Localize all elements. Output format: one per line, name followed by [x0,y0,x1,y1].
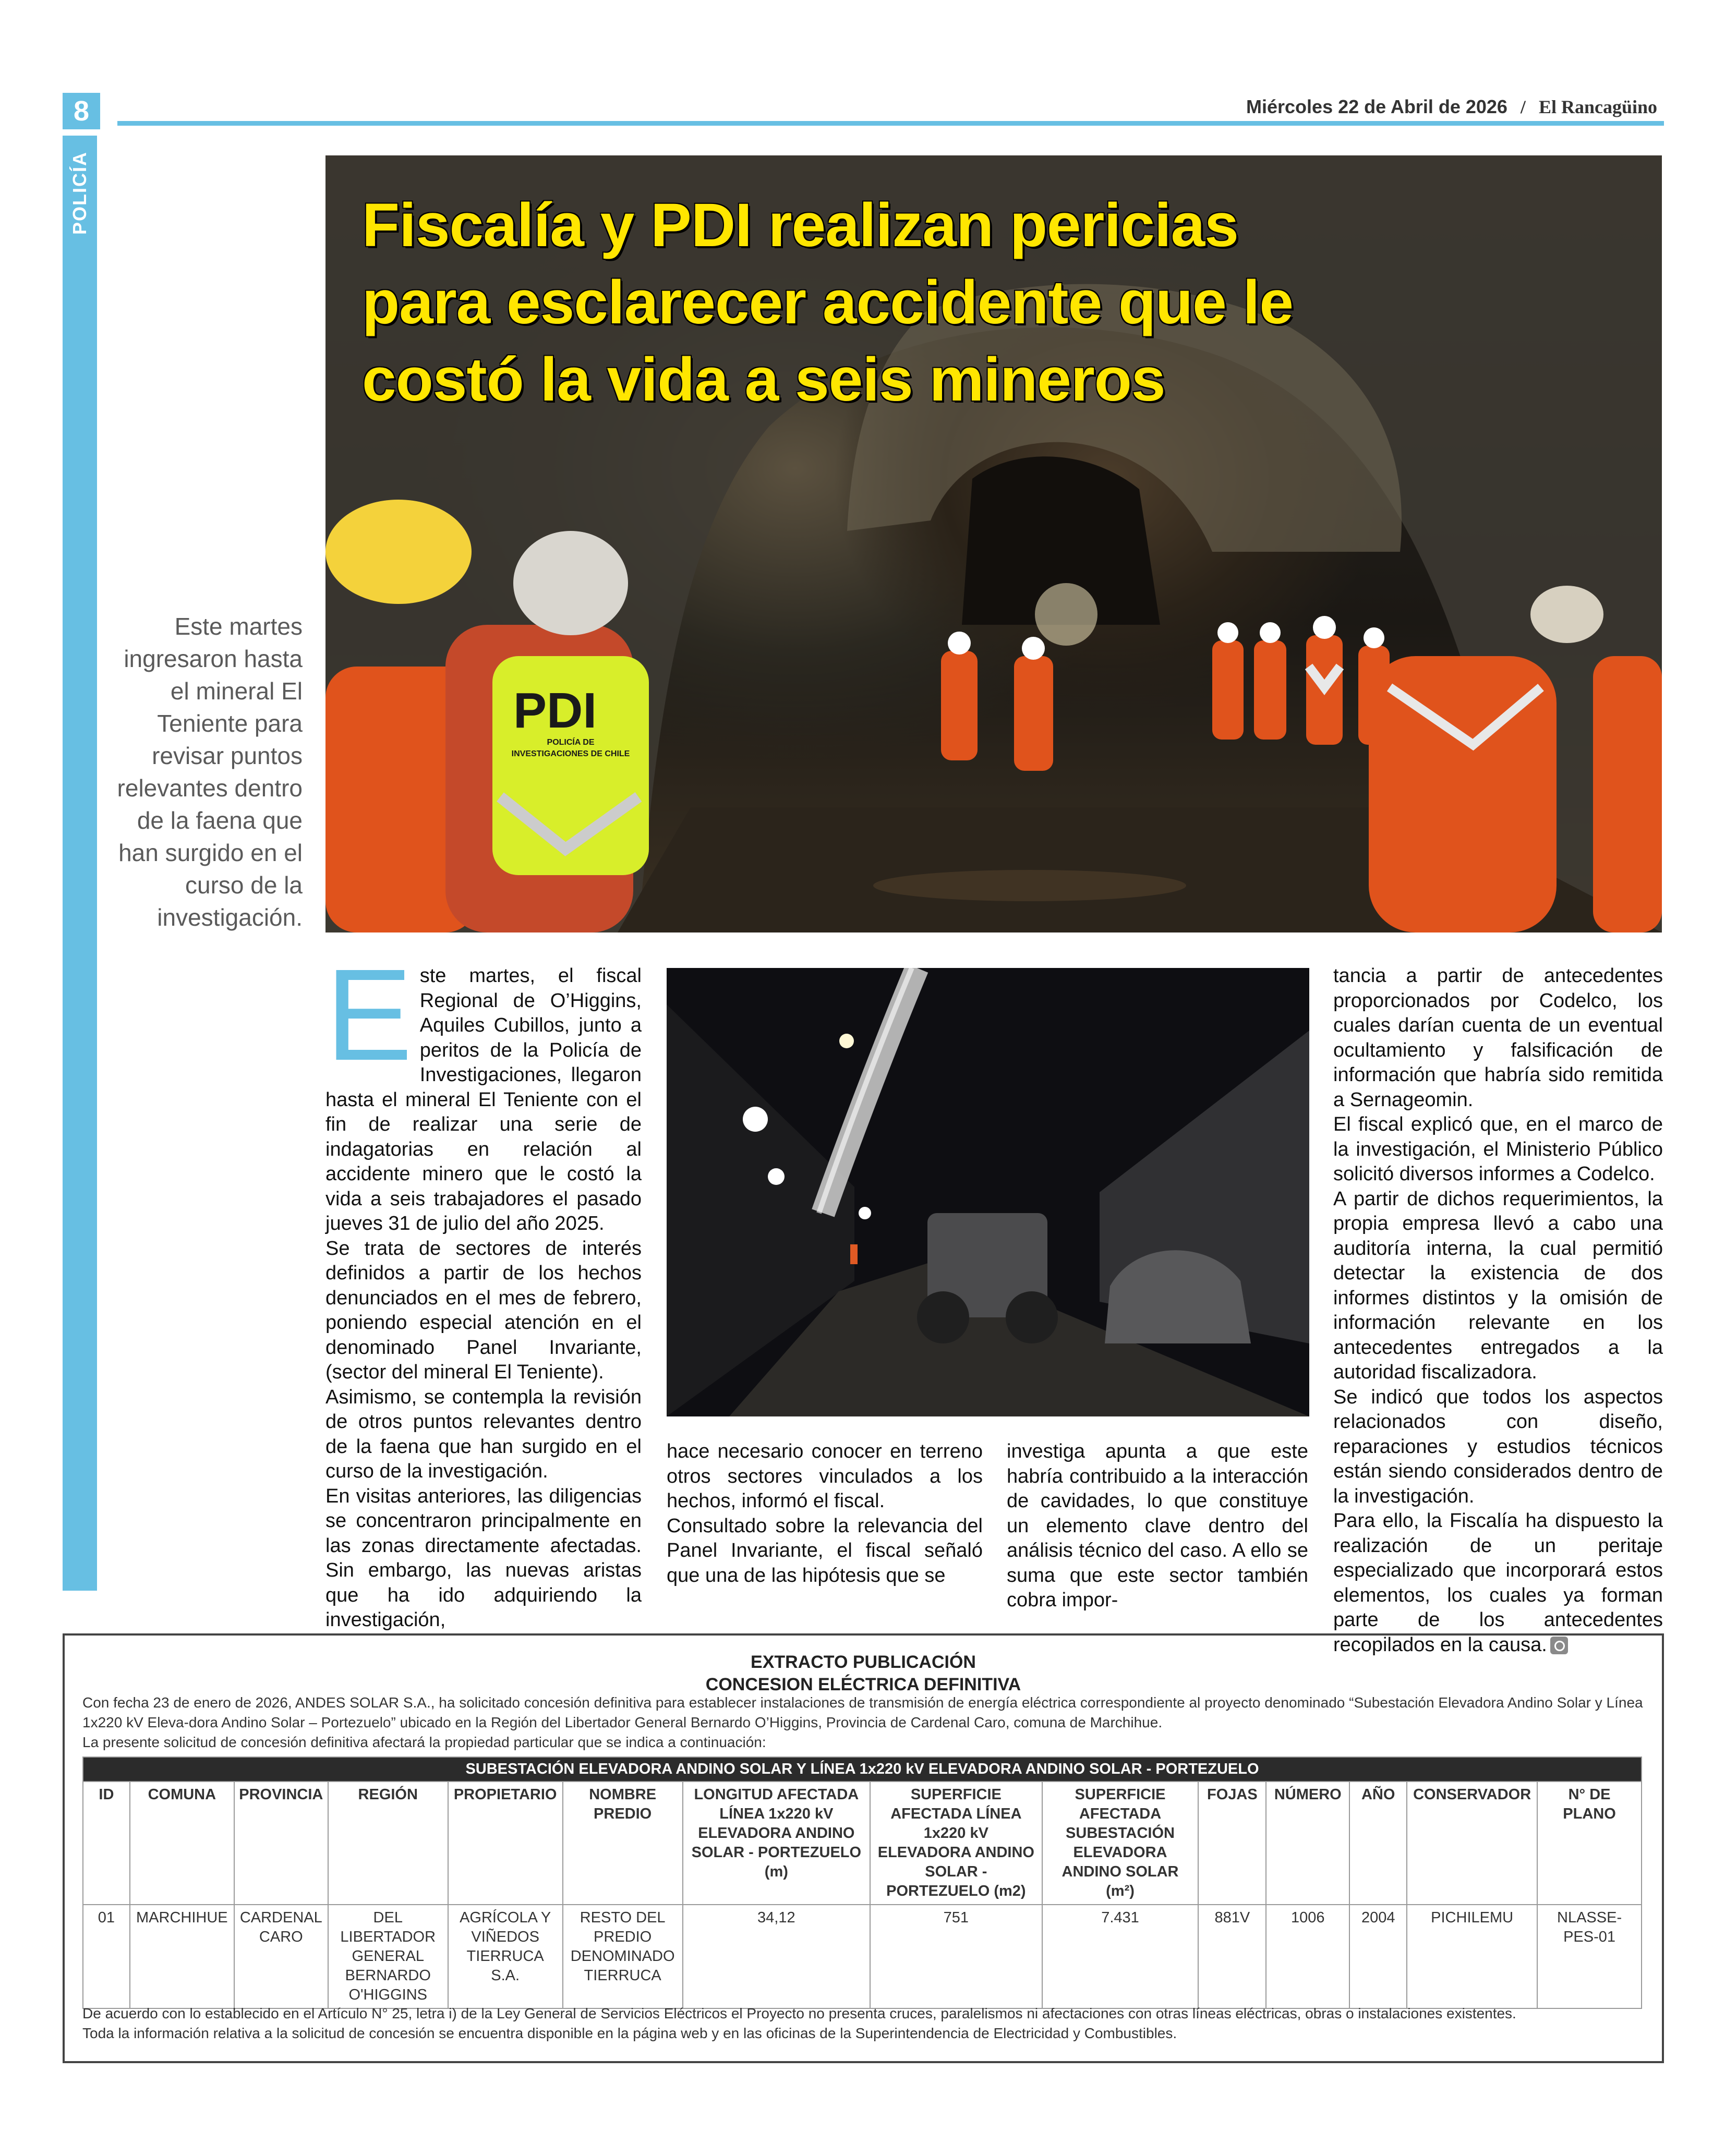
paragraph: A partir de dichos requerimientos, la propia empresa llevó a cabo una auditoría interna, la cual permitió detectar la existencia de dos informes distintos y la omisión de información relevante en los antecedentes entregados a la autoridad fiscalizadora. [1333,1188,1663,1383]
paragraph: Se trata de sectores de interés definidos a partir de los hechos denunciados en el mes de febrero, poniendo especial atención en el denominado Panel Invariante, (sector del mineral El Teniente). [325,1237,642,1383]
table-cell: 1006 [1266,1905,1349,2008]
article-column-4 [1333,964,1663,1657]
notice-footer-line: De acuerdo con lo establecido en el Artículo N° 25, letra i) de la Ley General de Servicios Eléctricos el Proyecto no presenta cruces, paralelismos ni afectaciones con otras líneas eléctricas, obras o instalaciones existentes. [82,2005,1516,2021]
tunnel-illustration [667,968,1309,1416]
photo-caption: Este martes ingresaron hasta el mineral El Teniente para revisar puntos relevantes dentro de la faena que han surgido en el curso de la investigación. [117,613,303,931]
table-cell: 2004 [1349,1905,1407,2008]
table-cell: PICHILEMU [1407,1905,1537,2008]
table-header-cell: PROVINCIA [234,1782,328,1905]
table-header-cell: ID [83,1782,130,1905]
table-header-cell: LONGITUD AFECTADA LÍNEA 1x220 kV ELEVADORA ANDINO SOLAR - PORTEZUELO (m) [683,1782,870,1905]
paragraph: Asimismo, se contempla la revisión de otros puntos relevantes dentro de la faena que han surgido en el curso de la investigación. [325,1386,642,1482]
header-dateline [1246,96,1657,118]
headline: Fiscalía y PDI realizan pericias para esclarecer accidente que le costó la vida a seis mineros [362,191,1293,414]
table-cell: 881V [1198,1905,1266,2008]
table-cell: 751 [870,1905,1042,2008]
paragraph: En visitas anteriores, las diligencias se concentraron principalmente en las zonas directamente afectadas. Sin embargo, las nuevas aristas que ha ido adquiriendo la investigación, [325,1485,642,1631]
table-cell: AGRÍCOLA Y VIÑEDOS TIERRUCA S.A. [448,1905,563,2008]
last-paragraph-text: Para ello, la Fiscalía ha dispuesto la realización de un peritaje especializado que incorporará estos elementos, los cuales ya forman parte de los antecedentes recopilados en la causa. [1333,1510,1663,1656]
table-header-cell: REGIÓN [328,1782,448,1905]
newspaper-name: El Rancagüino [1538,96,1657,117]
paragraph: El fiscal explicó que, en el marco de la investigación, el Ministerio Público solicitó diversos informes a Codelco. [1333,1113,1663,1185]
article-column-3 [1007,1439,1308,1613]
notice-title-line-1: EXTRACTO PUBLICACIÓN [751,1652,976,1672]
table-cell: CARDENAL CARO [234,1905,328,2008]
table-cell: MARCHIHUE [130,1905,234,2008]
article-column-1 [325,942,642,1633]
section-label: POLICÍA [69,151,90,235]
issue-date: Miércoles 22 de Abril de 2026 [1246,96,1507,117]
table-header-cell: N° DE PLANO [1537,1782,1642,1905]
article-column-2 [667,1439,983,1588]
table-header-cell: AÑO [1349,1782,1407,1905]
section-sidebar [63,136,97,1591]
page-number: 8 [63,93,100,129]
drop-cap: E [325,942,413,1087]
pdi-vest-subtext: POLICÍA DE INVESTIGACIONES DE CHILE [511,738,630,758]
table-header-cell: PROPIETARIO [448,1782,563,1905]
header-rule [117,121,1664,126]
table-cell: RESTO DEL PREDIO DENOMINADO TIERRUCA [563,1905,683,2008]
table-cell: 01 [83,1905,130,2008]
property-table [82,1757,1642,2009]
paragraph: tancia a partir de antecedentes proporcionados por Codelco, los cuales darían cuenta de un eventual ocultamiento y falsificación de información que habría sido remitida a Sernageomin. [1333,965,1663,1111]
table-header-cell: COMUNA [130,1782,234,1905]
table-header-cell: SUPERFICIE AFECTADA SUBESTACIÓN ELEVADORA ANDINO SOLAR (m²) [1042,1782,1199,1905]
notice-title [65,1651,1662,1696]
table-header-cell: NÚMERO [1266,1782,1349,1905]
legal-notice [63,1633,1664,2063]
table-header-cell: CONSERVADOR [1407,1782,1537,1905]
table-header-cell: FOJAS [1198,1782,1266,1905]
notice-intro-paragraph: Con fecha 23 de enero de 2026, ANDES SOLAR S.A., ha solicitado concesión definitiva para establecer instalaciones de transmisión de energía eléctrica correspondiente al proyecto denominado “Subestación Elevadora Andino Solar y Línea 1x220 kV Eleva-dora Andino Solar – Portezuelo” ubicado en la Región del Libertador General Bernardo O’Higgins, Provincia de Cardenal Caro, comuna de Marchihue. [82,1694,1643,1730]
notice-intro-paragraph: La presente solicitud de concesión definitiva afectará la propiedad particular que se indica a continuación: [82,1734,766,1750]
table-header-row [83,1782,1642,1905]
paragraph: Consultado sobre la relevancia del Panel Invariante, el fiscal señaló que una de las hipótesis que se [667,1515,983,1586]
notice-footer-line: Toda la información relativa a la solicitud de concesión se encuentra disponible en la página web y en las oficinas de la Superintendencia de Electricidad y Combustibles. [82,2025,1177,2041]
paragraph: Se indicó que todos los aspectos relacionados con diseño, reparaciones y estudios técnicos están siendo considerados dentro de la investigación. [1333,1386,1663,1507]
table-cell: 7.431 [1042,1905,1199,2008]
paragraph: hace necesario conocer en terreno otros sectores vinculados a los hechos, informó el fiscal. [667,1440,983,1512]
notice-footer [82,2004,1647,2043]
paragraph: ste martes, el fiscal Regional de O’Higgins, Aquiles Cubillos, junto a peritos de la Policía de Investigaciones, llegaron hasta el mineral El Teniente con el fin de realizar una serie de indagatorias en relación al accidente minero que le costó la vida a seis trabajadores el pasado jueves 31 de julio del año 2025. [325,965,642,1234]
table-row [83,1905,1642,2008]
table-cell: NLASSE-PES-01 [1537,1905,1642,2008]
table-title: SUBESTACIÓN ELEVADORA ANDINO SOLAR Y LÍNEA 1x220 kV ELEVADORA ANDINO SOLAR - PORTEZUELO [83,1757,1642,1782]
table-header-cell: SUPERFICIE AFECTADA LÍNEA 1x220 kV ELEVADORA ANDINO SOLAR - PORTEZUELO (m2) [870,1782,1042,1905]
paragraph: investiga apunta a que este habría contribuido a la interacción de cavidades, lo que constituye un elemento clave dentro del análisis técnico del caso. A ello se suma que este sector también cobra impor- [1007,1440,1308,1611]
table-cell: 34,12 [683,1905,870,2008]
hero-photo [325,155,1662,932]
header-separator: / [1520,96,1526,117]
tunnel-photo [667,968,1309,1416]
table-cell: DEL LIBERTADOR GENERAL BERNARDO O'HIGGINS [328,1905,448,2008]
notice-intro [82,1693,1647,1752]
table-header-cell: NOMBRE PREDIO [563,1782,683,1905]
table-body [83,1905,1642,2008]
pdi-vest-text: PDI [513,683,597,738]
notice-title-line-2: CONCESION ELÉCTRICA DEFINITIVA [705,1675,1021,1694]
